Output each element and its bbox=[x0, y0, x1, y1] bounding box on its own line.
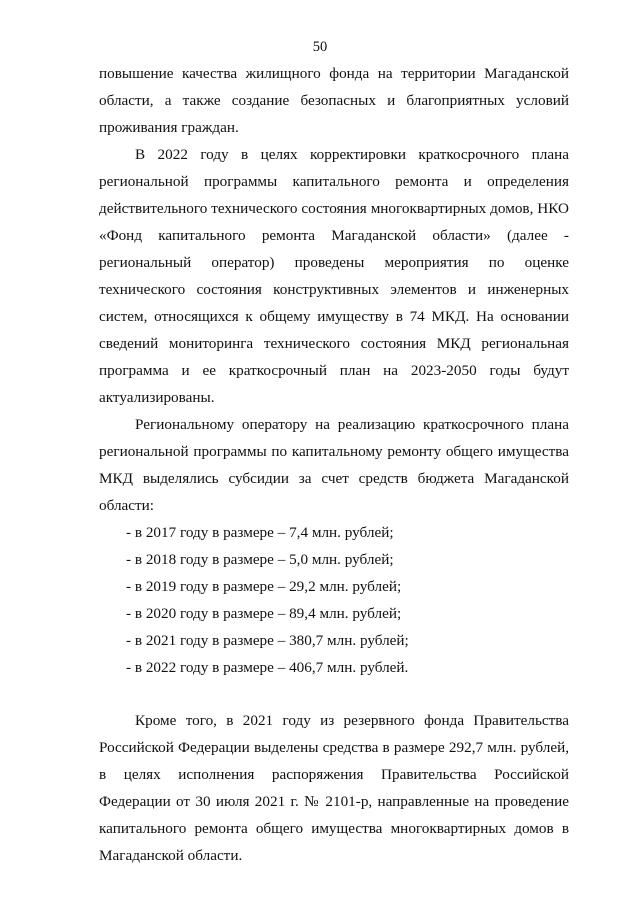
page-number: 50 bbox=[312, 39, 328, 55]
subsidy-item-2017: - в 2017 году в размере – 7,4 млн. рублей; bbox=[126, 524, 394, 541]
paragraph-technical-assessment: В 2022 году в целях корректировки краткосрочного плана региональной программы капитального ремонта и определения действительного технического состояния многоквартирных домов, НКО «Фонд капитального ремонта Магаданской области» (далее - региональный оператор) проведены мероприятия по оценке технического состояния конструктивных элементов и инженерных систем, относящихся к общему имуществу в 74 МКД. На основании сведений мониторинга технического состояния МКД региональная программа и ее краткосрочный план на 2023-2050 годы будут актуализированы. bbox=[99, 146, 569, 406]
subsidy-item-2020: - в 2020 году в размере – 89,4 млн. рублей; bbox=[126, 605, 402, 622]
subsidies-list bbox=[99, 519, 569, 681]
subsidy-item-2018: - в 2018 году в размере – 5,0 млн. рублей; bbox=[126, 551, 394, 568]
paragraph-subsidies-intro: Региональному оператору на реализацию краткосрочного плана региональной программы по капитальному ремонту общего имущества МКД выделялись субсидии за счет средств бюджета Магаданской области: bbox=[99, 416, 569, 514]
paragraph-spacer bbox=[99, 681, 569, 707]
subsidy-item-2022: - в 2022 году в размере – 406,7 млн. рублей. bbox=[126, 659, 409, 676]
paragraph-continuation: повышение качества жилищного фонда на территории Магаданской области, а также создание безопасных и благоприятных условий проживания граждан. bbox=[99, 65, 569, 136]
paragraph-reserve-fund: Кроме того, в 2021 году из резервного фонда Правительства Российской Федерации выделены средства в размере 292,7 млн. рублей, в целях исполнения распоряжения Правительства Российской Федерации от 30 июля 2021 г. № 2101-р, направленные на проведение капитального ремонта общего имущества многоквартирных домов в Магаданской области. bbox=[99, 712, 569, 864]
subsidy-item-2021: - в 2021 году в размере – 380,7 млн. рублей; bbox=[126, 632, 409, 649]
subsidy-item-2019: - в 2019 году в размере – 29,2 млн. рублей; bbox=[126, 578, 402, 595]
page-content bbox=[99, 60, 569, 869]
